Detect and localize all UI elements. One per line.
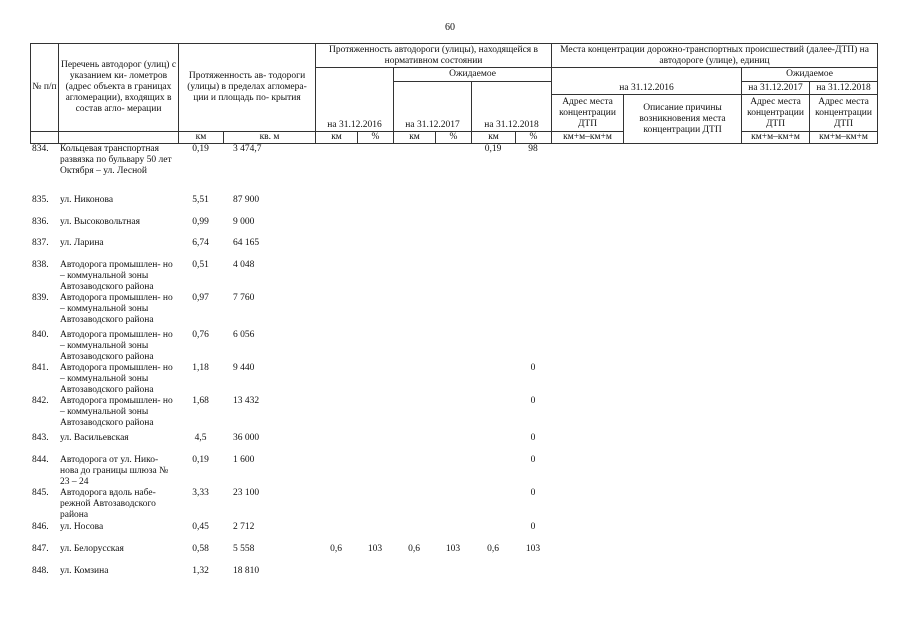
norm-2016-km (315, 217, 357, 238)
dtp-reason (623, 260, 741, 293)
row-number: 836. (32, 217, 49, 227)
dtp-address-2017 (741, 544, 809, 566)
area-sqm: 4 048 (233, 260, 255, 270)
norm-2017-km (393, 330, 435, 363)
dtp-address-2018 (809, 544, 877, 566)
dtp-address-2017 (741, 488, 809, 522)
norm-2017-km (393, 238, 435, 260)
dtp-reason (623, 488, 741, 522)
norm-2016-pct (357, 522, 393, 544)
norm-2017-pct (435, 293, 471, 330)
length-km: 1,68 (192, 396, 209, 406)
area-sqm: 18 810 (233, 566, 260, 576)
road-name: Автодорога промышлен- но – коммунальной зоны Автозаводского района (60, 396, 173, 428)
dtp-address-2017 (741, 566, 809, 588)
unit-2017-pct: % (436, 132, 472, 144)
norm-2016-km: 0,6 (330, 544, 342, 554)
length-km: 3,33 (192, 488, 209, 498)
length-km: 0,45 (192, 522, 209, 532)
road-name: ул. Носова (60, 522, 104, 532)
length-km: 0,19 (192, 144, 209, 154)
row-number: 846. (32, 522, 49, 532)
norm-2017-km (393, 522, 435, 544)
norm-2018-km (471, 433, 515, 455)
road-name: ул. Васильевская (60, 433, 129, 443)
area-sqm: 3 474,7 (233, 144, 262, 154)
length-km: 0,76 (192, 330, 209, 340)
norm-2017-pct (435, 488, 471, 522)
dtp-reason (623, 396, 741, 433)
dtp-reason (623, 293, 741, 330)
norm-2018-pct: 0 (530, 363, 536, 373)
norm-2017-km (393, 396, 435, 433)
unit-name-blank (59, 132, 179, 144)
norm-2018-pct (515, 293, 551, 330)
norm-2018-km (471, 195, 515, 217)
norm-2018-pct: 0 (530, 522, 536, 532)
row-number: 841. (32, 363, 49, 373)
table-row (30, 144, 877, 195)
norm-2017-pct (435, 522, 471, 544)
area-sqm: 9 000 (233, 217, 255, 227)
norm-2017-km (393, 293, 435, 330)
norm-2018-km (471, 455, 515, 488)
dtp-address-2016 (551, 144, 623, 195)
row-number: 835. (32, 195, 49, 205)
header-dtp-address-2016: Адрес места концентрации ДТП (552, 95, 624, 132)
row-number: 837. (32, 238, 49, 248)
table-body (30, 144, 877, 588)
norm-2018-km (471, 566, 515, 588)
row-number: 838. (32, 260, 49, 270)
norm-2017-km (393, 144, 435, 195)
norm-2016-pct (357, 455, 393, 488)
unit-2017-km: км (394, 132, 436, 144)
length-km: 0,51 (192, 260, 209, 270)
table-row (30, 566, 877, 588)
norm-2016-pct (357, 144, 393, 195)
norm-2018-pct: 0 (530, 455, 536, 465)
dtp-reason (623, 217, 741, 238)
dtp-address-2018 (809, 330, 877, 363)
norm-2018-km (471, 238, 515, 260)
norm-2016-km (315, 330, 357, 363)
norm-2016-pct (357, 217, 393, 238)
header-norm: Протяженность автодороги (улицы), находящейся в нормативном состоянии (316, 44, 552, 68)
unit-2016-pct: % (358, 132, 394, 144)
norm-2017-km (393, 455, 435, 488)
table-row (30, 293, 877, 330)
row-number: 840. (32, 330, 49, 340)
norm-2017-km: 0,6 (408, 544, 420, 554)
dtp-address-2018 (809, 144, 877, 195)
road-name: Автодорога вдоль набе- режной Автозаводского района (60, 488, 156, 520)
unit-dtp-2018: км+м–км+м (810, 132, 878, 144)
header-dtp-address-2018: Адрес места концентрации ДТП (810, 95, 878, 132)
unit-2018-km: км (472, 132, 516, 144)
dtp-reason (623, 522, 741, 544)
row-number: 834. (32, 144, 49, 154)
dtp-address-2016 (551, 217, 623, 238)
road-name: Автодорога от ул. Нико- нова до границы шлюза № 23 – 24 (60, 455, 169, 487)
norm-2017-pct (435, 566, 471, 588)
table-header (30, 43, 878, 144)
norm-2016-pct (357, 238, 393, 260)
norm-2018-pct: 0 (530, 433, 536, 443)
dtp-address-2018 (809, 363, 877, 396)
norm-2016-pct: 103 (367, 544, 383, 554)
dtp-address-2017 (741, 433, 809, 455)
norm-2018-km: 0,19 (484, 144, 502, 154)
dtp-address-2018 (809, 566, 877, 588)
dtp-address-2016 (551, 396, 623, 433)
dtp-address-2017 (741, 195, 809, 217)
norm-2016-km (315, 566, 357, 588)
dtp-address-2017 (741, 522, 809, 544)
table-row (30, 238, 877, 260)
table-row (30, 330, 877, 363)
road-name: Автодорога промышлен- но – коммунальной зоны Автозаводского района (60, 363, 173, 395)
norm-2018-pct (515, 238, 551, 260)
area-sqm: 36 000 (233, 433, 260, 443)
row-number: 847. (32, 544, 49, 554)
norm-2016-pct (357, 396, 393, 433)
header-length: Протяженность ав- тодороги (улицы) в пределах агломера- ции и площадь по- крытия (179, 44, 316, 132)
dtp-address-2017 (741, 330, 809, 363)
dtp-address-2017 (741, 396, 809, 433)
table-row (30, 522, 877, 544)
norm-2018-km (471, 396, 515, 433)
norm-2017-pct (435, 238, 471, 260)
norm-2018-pct: 103 (525, 544, 541, 554)
unit-length-km: км (179, 132, 224, 144)
area-sqm: 7 760 (233, 293, 255, 303)
norm-2017-pct (435, 363, 471, 396)
norm-2017-km (393, 217, 435, 238)
norm-2016-pct (357, 195, 393, 217)
norm-2018-pct (515, 330, 551, 363)
dtp-address-2016 (551, 488, 623, 522)
dtp-reason (623, 144, 741, 195)
norm-2016-pct (357, 433, 393, 455)
norm-2016-km (315, 195, 357, 217)
dtp-address-2018 (809, 455, 877, 488)
table-row (30, 260, 877, 293)
norm-2018-pct: 98 (528, 144, 538, 154)
norm-2018-km (471, 217, 515, 238)
norm-2016-km (315, 396, 357, 433)
area-sqm: 1 600 (233, 455, 255, 465)
dtp-reason (623, 363, 741, 396)
unit-area-sqm: кв. м (224, 132, 316, 144)
road-name: ул. Никонова (60, 195, 114, 205)
table-row (30, 396, 877, 433)
norm-2017-pct (435, 433, 471, 455)
norm-2016-pct (357, 363, 393, 396)
norm-2016-km (315, 238, 357, 260)
length-km: 6,74 (192, 238, 209, 248)
length-km: 0,19 (192, 455, 209, 465)
dtp-address-2017 (741, 144, 809, 195)
table-row (30, 217, 877, 238)
area-sqm: 23 100 (233, 488, 260, 498)
dtp-address-2018 (809, 433, 877, 455)
norm-2017-km (393, 363, 435, 396)
header-norm-expected: Ожидаемое (394, 68, 552, 82)
header-dtp-reason: Описание причины возникновения места концентрации ДТП (624, 95, 742, 144)
dtp-reason (623, 195, 741, 217)
header-dtp-2016: на 31.12.2016 (552, 68, 742, 95)
dtp-address-2018 (809, 396, 877, 433)
norm-2017-pct (435, 455, 471, 488)
unit-2016-km: км (316, 132, 358, 144)
norm-2017-pct (435, 217, 471, 238)
norm-2017-km (393, 195, 435, 217)
area-sqm: 13 432 (233, 396, 260, 406)
road-name: Автодорога промышлен- но – коммунальной зоны Автозаводского района (60, 260, 173, 292)
table-row (30, 195, 877, 217)
norm-2017-pct: 103 (445, 544, 461, 554)
dtp-address-2016 (551, 566, 623, 588)
norm-2016-km (315, 522, 357, 544)
header-dtp-address-2017: Адрес места концентрации ДТП (742, 95, 810, 132)
table-row (30, 363, 877, 396)
norm-2018-km (471, 363, 515, 396)
dtp-reason (623, 433, 741, 455)
length-km: 1,18 (192, 363, 209, 373)
table-row (30, 455, 877, 488)
header-norm-2017: на 31.12.2017 (394, 82, 472, 132)
dtp-reason (623, 566, 741, 588)
norm-2016-pct (357, 566, 393, 588)
norm-2018-km (471, 260, 515, 293)
norm-2017-pct (435, 144, 471, 195)
area-sqm: 2 712 (233, 522, 255, 532)
header-norm-2018: на 31.12.2018 (472, 82, 552, 132)
road-name: ул. Белорусская (60, 544, 124, 554)
area-sqm: 6 056 (233, 330, 255, 340)
dtp-address-2018 (809, 238, 877, 260)
dtp-address-2018 (809, 195, 877, 217)
norm-2018-pct (515, 195, 551, 217)
norm-2016-km (315, 363, 357, 396)
area-sqm: 87 900 (233, 195, 260, 205)
norm-2018-km (471, 330, 515, 363)
dtp-reason (623, 330, 741, 363)
area-sqm: 64 165 (233, 238, 260, 248)
norm-2017-pct (435, 260, 471, 293)
norm-2016-km (315, 293, 357, 330)
length-km: 5,51 (192, 195, 209, 205)
dtp-address-2016 (551, 433, 623, 455)
dtp-address-2017 (741, 260, 809, 293)
row-number: 842. (32, 396, 49, 406)
row-number: 843. (32, 433, 49, 443)
length-km: 0,99 (192, 217, 209, 227)
norm-2017-km (393, 433, 435, 455)
dtp-address-2018 (809, 522, 877, 544)
length-km: 0,97 (192, 293, 209, 303)
dtp-address-2016 (551, 455, 623, 488)
unit-dtp-2017: км+м–км+м (742, 132, 810, 144)
road-name: ул. Высоковольтная (60, 217, 140, 227)
table-row (30, 433, 877, 455)
header-dtp-2018: на 31.12.2018 (810, 82, 878, 95)
header-dtp: Места концентрации дорожно-транспортных происшествий (далее-ДТП) на автодороге (улице), единиц (552, 44, 878, 68)
header-dtp-expected: Ожидаемое (742, 68, 878, 82)
norm-2018-pct: 0 (530, 396, 536, 406)
norm-2016-km (315, 144, 357, 195)
road-name: Кольцевая транспортная развязка по бульвару 50 лет Октября – ул. Лесной (60, 144, 172, 176)
dtp-address-2017 (741, 455, 809, 488)
dtp-address-2018 (809, 217, 877, 238)
norm-2018-pct (515, 217, 551, 238)
area-sqm: 9 440 (233, 363, 255, 373)
norm-2017-pct (435, 396, 471, 433)
dtp-address-2016 (551, 293, 623, 330)
unit-dtp-2016: км+м–км+м (552, 132, 624, 144)
table-row (30, 488, 877, 522)
dtp-address-2018 (809, 488, 877, 522)
dtp-address-2016 (551, 330, 623, 363)
row-number: 848. (32, 566, 49, 576)
dtp-address-2016 (551, 522, 623, 544)
dtp-reason (623, 544, 741, 566)
row-number: 839. (32, 293, 49, 303)
header-num: № п/п (31, 44, 59, 132)
norm-2016-km (315, 455, 357, 488)
dtp-address-2018 (809, 293, 877, 330)
header-name: Перечень автодорог (улиц) с указанием ки- лометров (адрес объекта в границах агломерации), входящих в состав агло- мерации (59, 44, 179, 132)
dtp-address-2016 (551, 260, 623, 293)
length-km: 1,32 (192, 566, 209, 576)
table-row (30, 544, 877, 566)
header-norm-2016: на 31.12.2016 (316, 68, 394, 132)
norm-2016-km (315, 488, 357, 522)
row-number: 845. (32, 488, 49, 498)
norm-2017-km (393, 488, 435, 522)
norm-2016-pct (357, 330, 393, 363)
norm-2017-pct (435, 330, 471, 363)
page-number: 60 (445, 22, 455, 33)
road-name: ул. Ларина (60, 238, 104, 248)
dtp-address-2016 (551, 238, 623, 260)
dtp-address-2017 (741, 238, 809, 260)
norm-2018-km (471, 522, 515, 544)
norm-2018-km (471, 488, 515, 522)
length-km: 4,5 (194, 433, 207, 443)
norm-2018-pct (515, 260, 551, 293)
dtp-address-2016 (551, 544, 623, 566)
row-number: 844. (32, 455, 49, 465)
norm-2018-pct: 0 (530, 488, 536, 498)
unit-2018-pct: % (516, 132, 552, 144)
area-sqm: 5 558 (233, 544, 255, 554)
dtp-address-2017 (741, 363, 809, 396)
norm-2017-km (393, 566, 435, 588)
length-km: 0,58 (192, 544, 209, 554)
unit-num-blank (31, 132, 59, 144)
dtp-address-2016 (551, 195, 623, 217)
norm-2016-pct (357, 293, 393, 330)
road-name: Автодорога промышлен- но – коммунальной зоны Автозаводского района (60, 330, 173, 362)
norm-2016-pct (357, 260, 393, 293)
norm-2016-km (315, 433, 357, 455)
header-dtp-2017: на 31.12.2017 (742, 82, 810, 95)
dtp-address-2017 (741, 217, 809, 238)
road-name: Автодорога промышлен- но – коммунальной зоны Автозаводского района (60, 293, 173, 325)
norm-2017-pct (435, 195, 471, 217)
road-name: ул. Комзина (60, 566, 109, 576)
norm-2018-km: 0,6 (487, 544, 499, 554)
norm-2018-pct (515, 566, 551, 588)
norm-2018-km (471, 293, 515, 330)
dtp-address-2018 (809, 260, 877, 293)
dtp-reason (623, 238, 741, 260)
dtp-address-2017 (741, 293, 809, 330)
norm-2016-pct (357, 488, 393, 522)
norm-2016-km (315, 260, 357, 293)
dtp-reason (623, 455, 741, 488)
norm-2017-km (393, 260, 435, 293)
dtp-address-2016 (551, 363, 623, 396)
